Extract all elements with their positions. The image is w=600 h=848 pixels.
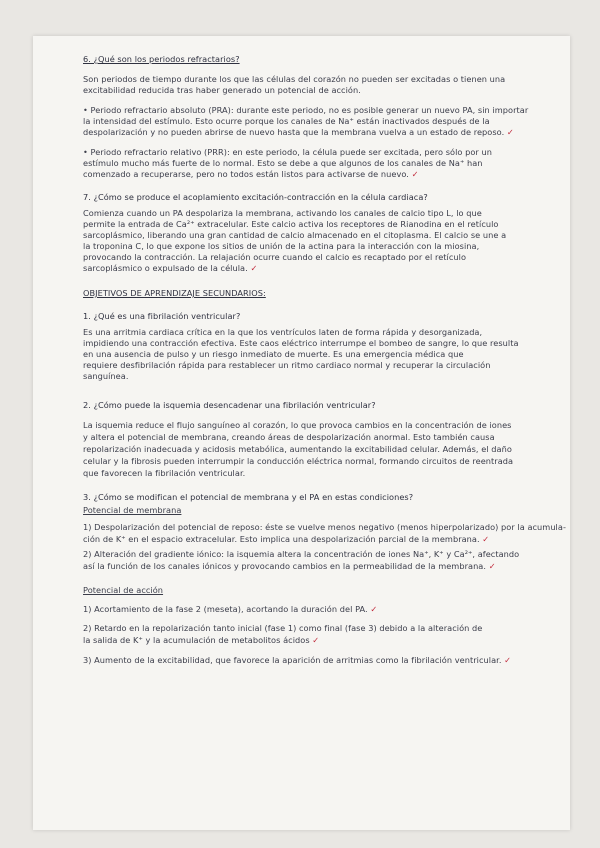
- text-line: excitabilidad reducida tras haber generado un potencial de acción.: [83, 85, 361, 95]
- secondary-question-1-title: 1. ¿Qué es una fibrilación ventricular?: [83, 311, 241, 321]
- text-line: la troponina C, lo que expone los sitios de unión de la actina para la interacción con la miosina,: [83, 241, 480, 251]
- text-line: y altera el potencial de membrana, creando áreas de despolarización anormal. Esto también causa: [83, 432, 495, 442]
- secondary-question-3-title: 3. ¿Cómo se modifican el potencial de membrana y el PA en estas condiciones?: [83, 492, 414, 502]
- checkmark-icon: ✓: [370, 604, 378, 614]
- text-line: permite la entrada de Ca²⁺ extracelular. Este calcio activa los receptores de Rianodina en el retículo: [83, 219, 499, 229]
- text-line: La isquemia reduce el flujo sanguíneo al corazón, lo que provoca cambios en la concentración de iones: [83, 420, 512, 430]
- text-line: provocando la contracción. La relajación ocurre cuando el calcio es recaptado por el retículo: [83, 252, 467, 262]
- text-line: ción de K⁺ en el espacio extracelular. Esto implica una despolarización parcial de la membrana. ✓: [83, 534, 490, 544]
- checkmark-icon: ✓: [488, 561, 496, 571]
- text-line: repolarización inadecuada y acidosis metabólica, aumentando la excitabilidad celular. Además, el daño: [83, 444, 512, 454]
- text-line: sarcoplásmico, liberando una gran cantidad de calcio almacenado en el citoplasma. El calcio se une a: [83, 230, 507, 240]
- text-line: sanguínea.: [83, 371, 129, 381]
- text-line: 3) Aumento de la excitabilidad, que favorece la aparición de arritmias como la fibrilación ventricular. ✓: [83, 655, 512, 665]
- text-line: que favorecen la fibrilación ventricular.: [83, 468, 246, 478]
- notebook-page: [33, 36, 570, 830]
- checkmark-icon: ✓: [411, 169, 419, 179]
- checkmark-icon: ✓: [482, 534, 490, 544]
- text-line: • Periodo refractario relativo (PRR): en este periodo, la célula puede ser excitada, pero sólo por un: [83, 147, 492, 157]
- text-line: en una ausencia de pulso y un riesgo inmediato de muerte. Es una emergencia médica que: [83, 349, 464, 359]
- text-line: celular y la fibrosis pueden interrumpir la conducción eléctrica normal, formando circuitos de reentrada: [83, 456, 514, 466]
- secondary-question-2-title: 2. ¿Cómo puede la isquemia desencadenar una fibrilación ventricular?: [83, 400, 376, 410]
- text-line: Son periodos de tiempo durante los que las células del corazón no pueden ser excitadas o tienen una: [83, 74, 506, 84]
- section-title: OBJETIVOS DE APRENDIZAJE SECUNDARIOS:: [83, 288, 266, 298]
- subheading-membrane-potential: Potencial de membrana: [83, 505, 182, 515]
- checkmark-icon: ✓: [312, 635, 320, 645]
- text-line: comenzado a recuperarse, pero no todos están listos para activarse de nuevo. ✓: [83, 169, 419, 179]
- subheading-action-potential: Potencial de acción: [83, 585, 164, 595]
- text-line: Es una arritmia cardiaca crítica en la que los ventrículos laten de forma rápida y desorganizada,: [83, 327, 483, 337]
- question-7-title: 7. ¿Cómo se produce el acoplamiento excitación-contracción en la célula cardiaca?: [83, 192, 428, 202]
- checkmark-icon: ✓: [506, 127, 514, 137]
- text-line: estímulo mucho más fuerte de lo normal. Esto se debe a que algunos de los canales de Na⁺ han: [83, 158, 483, 168]
- text-line: despolarización y no pueden abrirse de nuevo hasta que la membrana vuelva a un estado de reposo. ✓: [83, 127, 514, 137]
- text-line: requiere desfibrilación rápida para restablecer un ritmo cardiaco normal y recuperar la circulación: [83, 360, 491, 370]
- text-line: Comienza cuando un PA despolariza la membrana, activando los canales de calcio tipo L, lo que: [83, 208, 482, 218]
- text-line: impidiendo una contracción efectiva. Este caos eléctrico interrumpe el bombeo de sangre, lo que resulta: [83, 338, 519, 348]
- text-line: 1) Acortamiento de la fase 2 (meseta), acortando la duración del PA. ✓: [83, 604, 378, 614]
- question-6-title: 6. ¿Qué son los periodos refractarios?: [83, 54, 240, 64]
- text-line: la salida de K⁺ y la acumulación de metabolitos ácidos ✓: [83, 635, 320, 645]
- text-line: 2) Alteración del gradiente iónico: la isquemia altera la concentración de iones Na⁺, K⁺ y Ca²⁺, afectando: [83, 549, 520, 559]
- checkmark-icon: ✓: [250, 263, 258, 273]
- text-line: sarcoplásmico o expulsado de la célula. ✓: [83, 263, 258, 273]
- text-line: • Periodo refractario absoluto (PRA): durante este periodo, no es posible generar un nuevo PA, sin importar: [83, 105, 529, 115]
- text-line: la intensidad del estímulo. Esto ocurre porque los canales de Na⁺ están inactivados después de la: [83, 116, 490, 126]
- text-line: 2) Retardo en la repolarización tanto inicial (fase 1) como final (fase 3) debido a la alteración de: [83, 623, 483, 633]
- text-line: 1) Despolarización del potencial de reposo: éste se vuelve menos negativo (menos hiperpolarizado) por la acumula-: [83, 522, 566, 532]
- checkmark-icon: ✓: [504, 655, 512, 665]
- text-line: así la función de los canales iónicos y provocando cambios en la permeabilidad de la membrana. ✓: [83, 561, 496, 571]
